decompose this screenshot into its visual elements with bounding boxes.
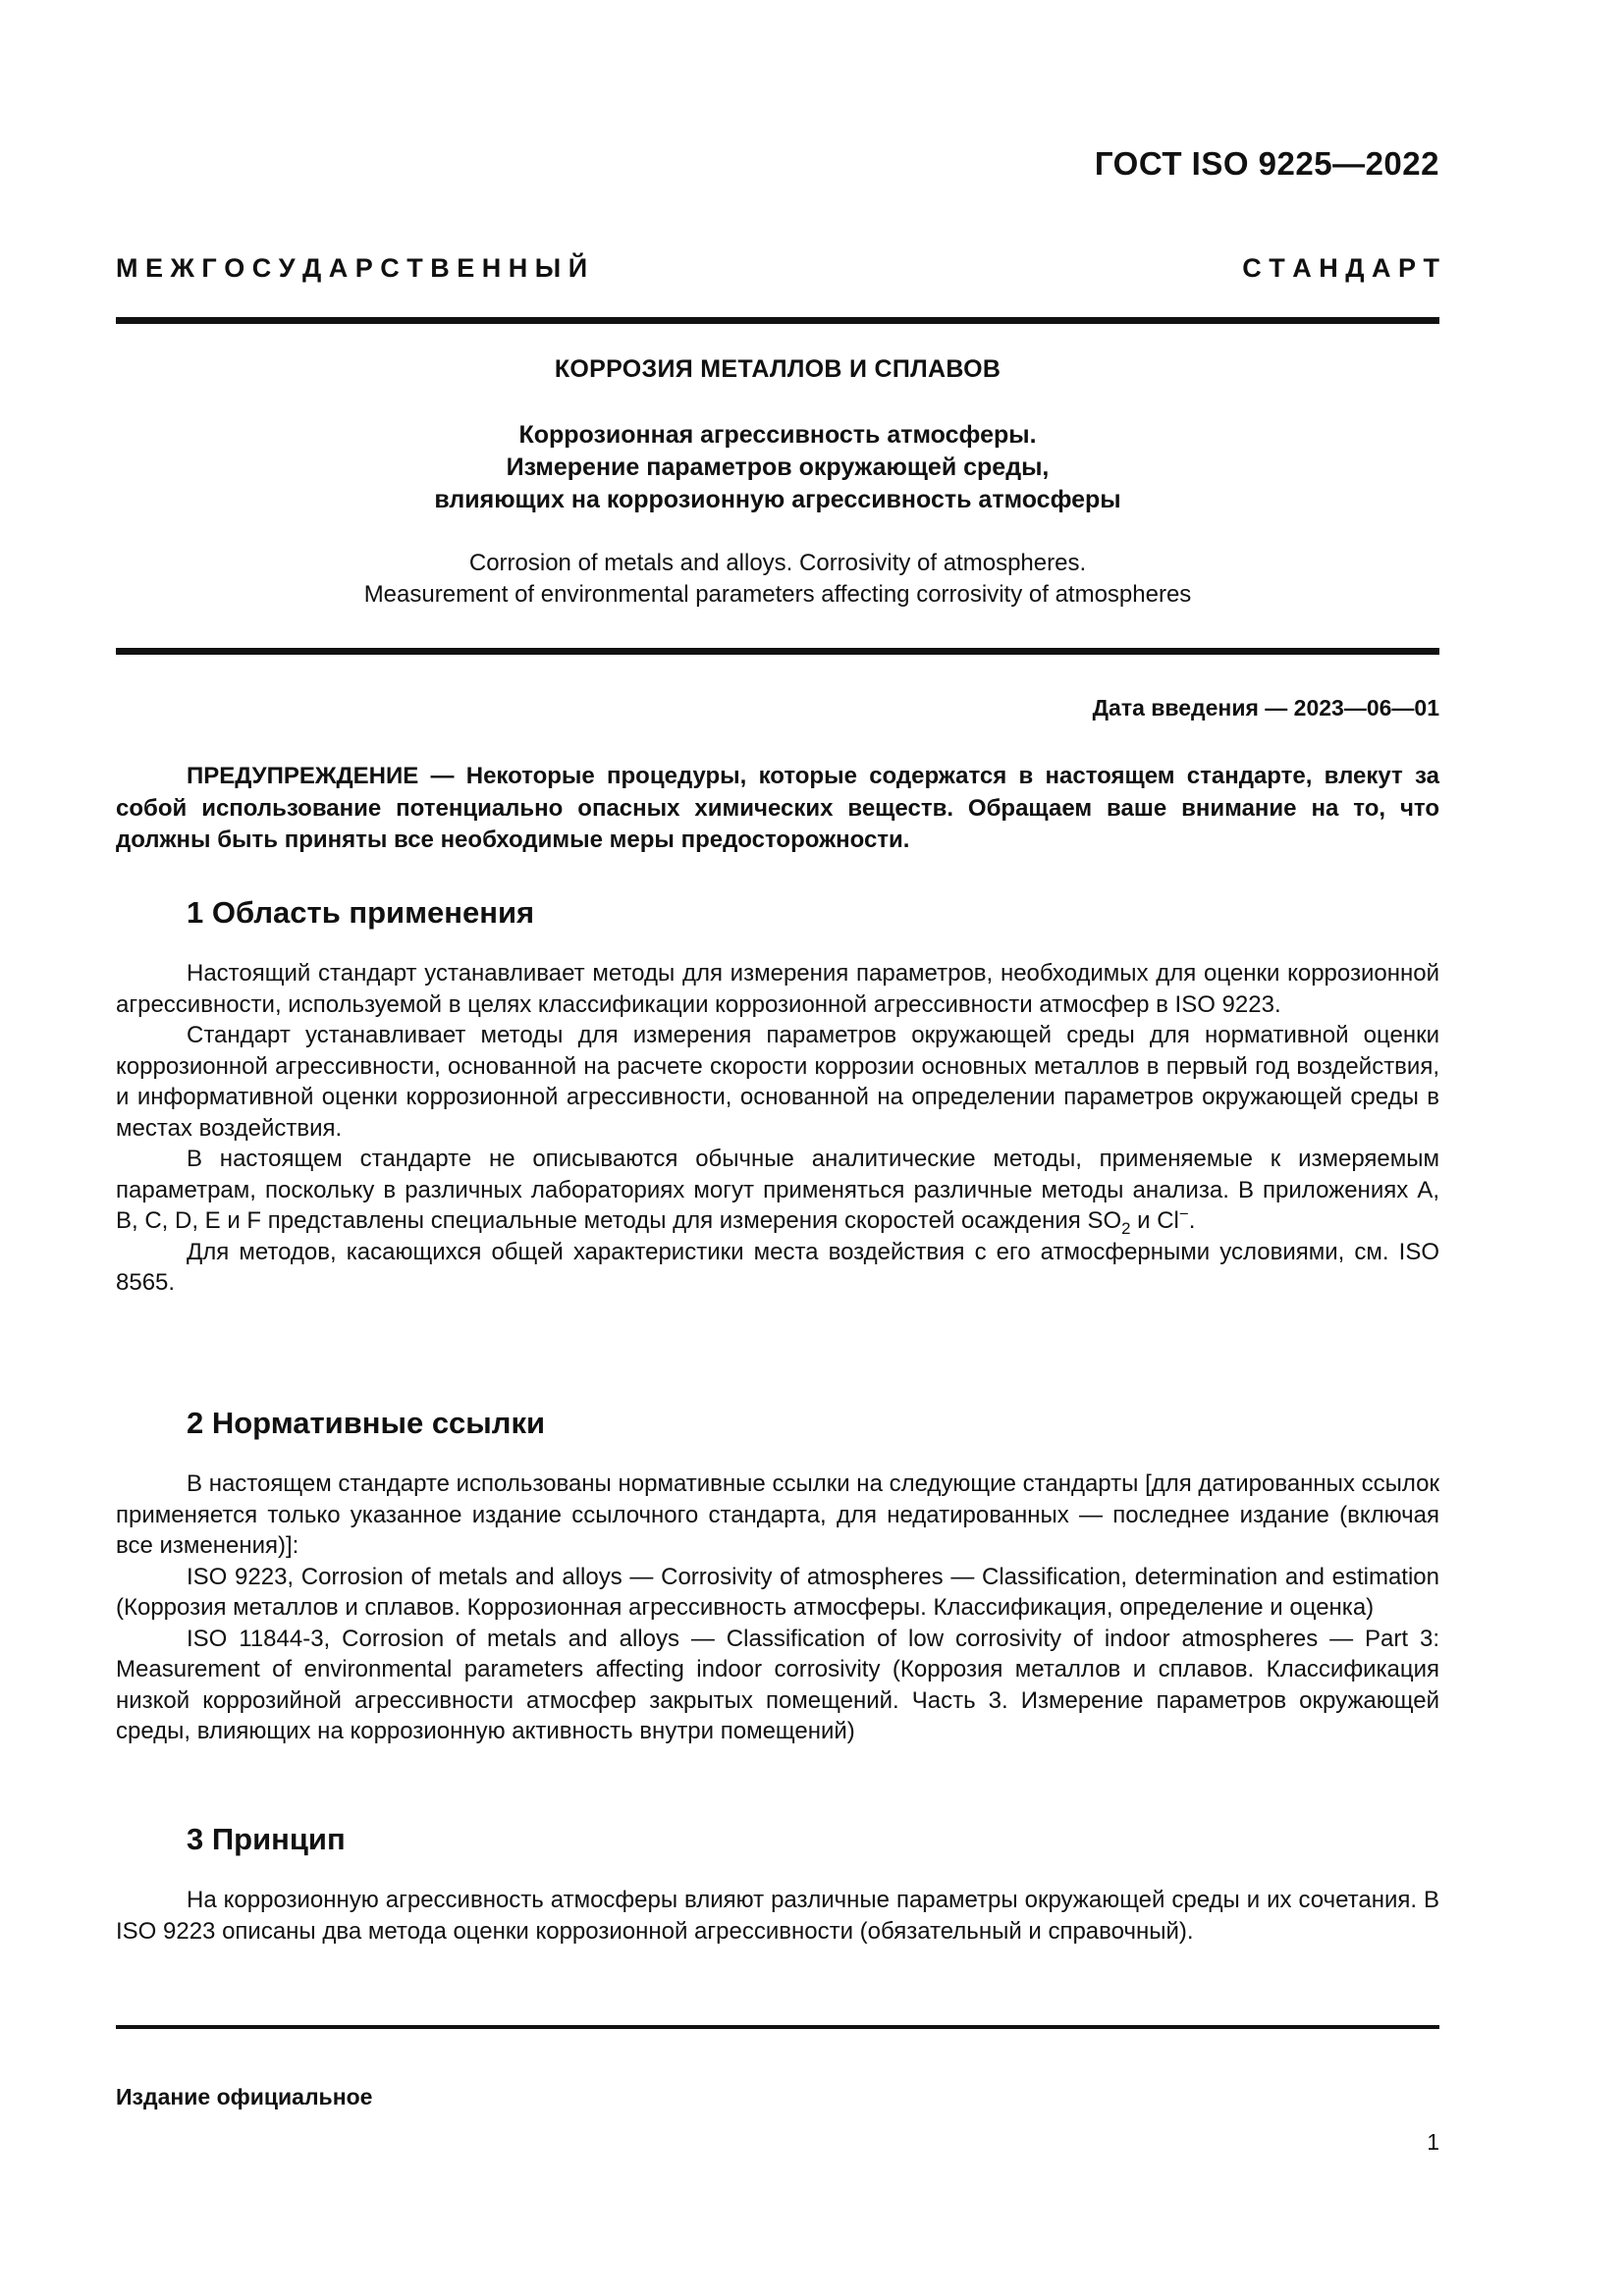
subtitle-line-3: влияющих на коррозионную агрессивность атмосферы — [434, 486, 1121, 513]
section-2-heading: 2 Нормативные ссылки — [187, 1406, 546, 1440]
footer-divider — [116, 2025, 1439, 2029]
section-1-paragraph-1: Настоящий стандарт устанавливает методы для измерения параметров, необходимых для оценки коррозионной агрессивности, используемой в целях классификации коррозионной агрессивности атмосфер в ISO 9223. — [116, 960, 1439, 1018]
section-3-heading: 3 Принцип — [187, 1822, 346, 1856]
section-1-heading: 1 Область применения — [187, 895, 535, 930]
official-edition-label: Издание официальное — [116, 2084, 373, 2109]
warning-paragraph: ПРЕДУПРЕЖДЕНИЕ — Некоторые процедуры, которые содержатся в настоящем стандарте, влекут за собой использование потенциально опасных химических веществ. Обращаем ваше внимание на то, что должны быть приняты все необходимые меры предосторожности. — [116, 763, 1439, 853]
title-divider — [116, 648, 1439, 655]
subtitle-line-1: Коррозионная агрессивность атмосферы. — [518, 421, 1037, 449]
so2-subscript: 2 — [1121, 1218, 1131, 1238]
section-1-paragraph-3 — [116, 1144, 1439, 1237]
section-1-paragraph-2: Стандарт устанавливает методы для измерения параметров окружающей среды для нормативной оценки коррозионной агрессивности, основанной на расчете скорости коррозии основных металлов в первый год воздействия, и информативной оценки коррозионной агрессивности, основанной на определении параметров окружающей среды в местах воздействия. — [116, 1022, 1439, 1142]
section-2-body — [116, 1468, 1439, 1747]
english-title-line-2: Measurement of environmental parameters affecting corrosivity of atmospheres — [363, 581, 1192, 608]
section-2-reference-iso-11844-3: ISO 11844-3, Corrosion of metals and alloys — Classification of low corrosivity of indoor atmospheres — Part 3: Measurement of environmental parameters affecting indoor corrosivity (Коррозия металлов и сплавов. Классификация низкой коррозийной агрессивности атмосфер закрытых помещений. Часть 3. Измерение параметров окружающей среды, влияющих на коррозионную активность внутри помещений) — [116, 1625, 1439, 1744]
document-title: КОРРОЗИЯ МЕТАЛЛОВ И СПЛАВОВ — [554, 355, 1001, 383]
introduction-date: Дата введения — 2023—06—01 — [1092, 695, 1439, 721]
page-number: 1 — [1427, 2129, 1439, 2155]
document-code: ГОСТ ISO 9225—2022 — [1094, 145, 1439, 182]
section-3-paragraph-1: На коррозионную агрессивность атмосферы влияют различные параметры окружающей среды и их сочетания. В ISO 9223 описаны два метода оценки коррозионной агрессивности (обязательный и справочный). — [116, 1887, 1439, 1945]
banner-left-text: М Е Ж Г О С У Д А Р С Т В Е Н Н Ы Й — [116, 253, 588, 283]
document-subtitle — [116, 419, 1439, 516]
paragraph-3-mid: и Cl — [1130, 1207, 1179, 1234]
english-title-line-1: Corrosion of metals and alloys. Corrosivity of atmospheres. — [468, 550, 1087, 576]
section-3-body — [116, 1885, 1439, 1947]
paragraph-3-text: В настоящем стандарте не описываются обычные аналитические методы, применяемые к измеряемым параметрам, поскольку в различных лабораториях могут применяться различные методы анализа. В приложениях А, В, С, D, Е и F представлены специальные методы для измерения скоростей осаждения SO — [116, 1146, 1439, 1234]
section-2-reference-iso-9223: ISO 9223, Corrosion of metals and alloys — Corrosivity of atmospheres — Classification, determination and estimation (Коррозия металлов и сплавов. Коррозионная агрессивность атмосферы. Классификация, определение и оценка) — [116, 1563, 1439, 1621]
chloride-superscript: − — [1178, 1204, 1189, 1223]
english-title — [116, 548, 1439, 611]
subtitle-line-2: Измерение параметров окружающей среды, — [506, 454, 1050, 481]
section-2-paragraph-1: В настоящем стандарте использованы нормативные ссылки на следующие стандарты [для датированных ссылок применяется только указанное издание ссылочного стандарта, для недатированных — последнее издание (включая все изменения)]: — [116, 1470, 1439, 1559]
section-1-body — [116, 958, 1439, 1299]
banner-right-text: С Т А Н Д А Р Т — [1242, 253, 1439, 283]
section-1-paragraph-4: Для методов, касающихся общей характеристики места воздействия с его атмосферными условиями, см. ISO 8565. — [116, 1238, 1439, 1296]
top-divider — [116, 317, 1439, 324]
paragraph-3-end: . — [1188, 1207, 1196, 1234]
standard-banner — [116, 253, 1439, 284]
